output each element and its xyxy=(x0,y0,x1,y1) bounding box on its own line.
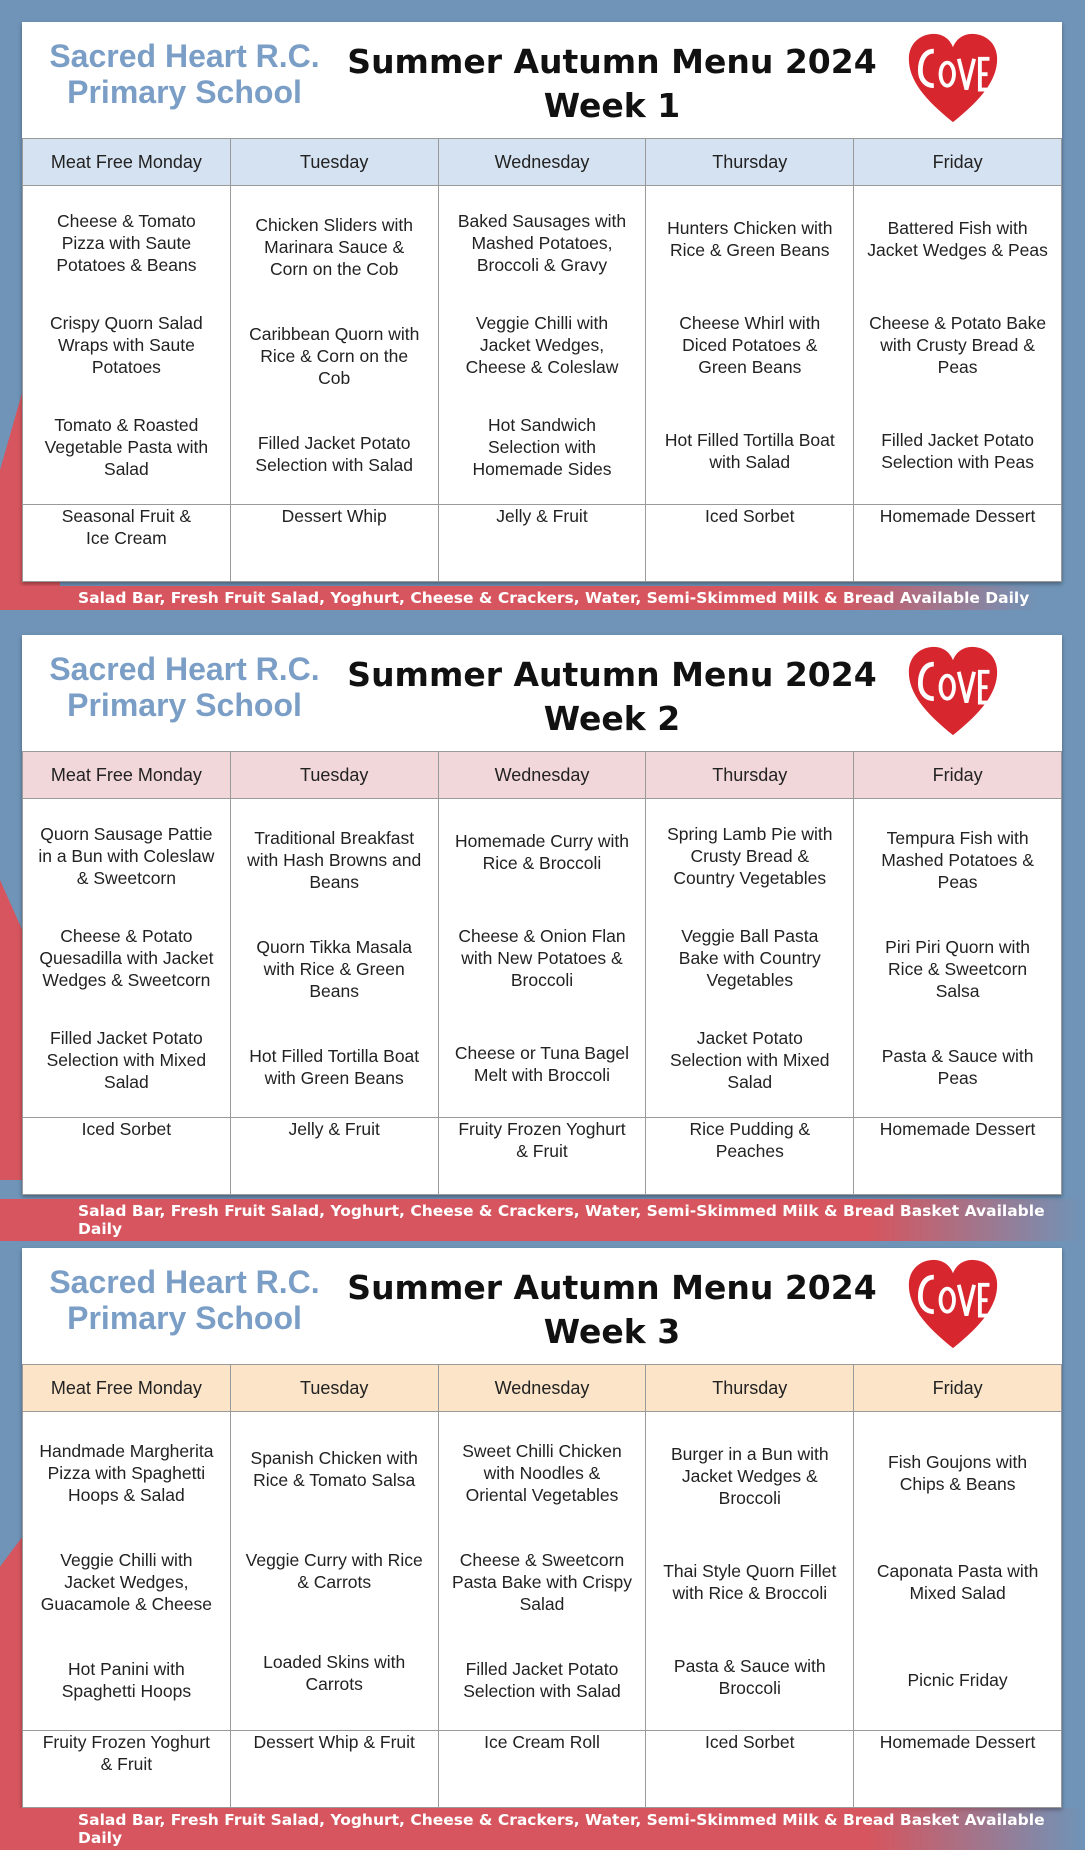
meal-option: Quorn Tikka Masala with Rice & Green Beans xyxy=(256,936,412,1001)
week-1-header xyxy=(22,22,1062,138)
day-mains-cell xyxy=(23,799,231,1118)
meal-option: Chicken Sliders with Marinara Sauce & Corn on the Cob xyxy=(255,214,413,279)
day-header: Meat Free Monday xyxy=(23,139,231,186)
school-name-line1: Sacred Heart R.C. xyxy=(49,651,320,687)
dessert-cell: Dessert Whip xyxy=(230,505,438,582)
menu-title-week: Week 2 xyxy=(543,699,681,738)
dessert-cell: Iced Sorbet xyxy=(646,1731,854,1808)
week-2-table xyxy=(22,751,1062,1195)
meal-option: Veggie Ball Pasta Bake with Country Vegetables xyxy=(678,926,821,990)
week-2-header xyxy=(22,635,1062,751)
dessert-cell: Dessert Whip & Fruit xyxy=(230,1731,438,1808)
meal-option: Veggie Chilli with Jacket Wedges, Guacamole & Cheese xyxy=(40,1549,212,1614)
daily-availability-note xyxy=(0,1199,1085,1241)
week-3-table xyxy=(22,1364,1062,1808)
meal-option: Filled Jacket Potato Selection with Salad xyxy=(255,433,413,476)
love-heart-logo-icon xyxy=(905,641,1001,741)
meal-option: Hot Filled Tortilla Boat with Salad xyxy=(664,429,835,472)
school-name-line2: Primary School xyxy=(67,687,302,723)
week-1-card xyxy=(22,22,1062,582)
meal-option: Filled Jacket Potato Selection with Salad xyxy=(463,1659,621,1702)
meal-option: Battered Fish with Jacket Wedges & Peas xyxy=(867,218,1048,261)
dessert-cell: Ice Cream Roll xyxy=(438,1731,646,1808)
meal-option: Burger in a Bun with Jacket Wedges & Broccoli xyxy=(670,1444,829,1509)
meal-option: Jacket Potato Selection with Mixed Salad xyxy=(670,1028,830,1092)
meal-option: Traditional Breakfast with Hash Browns and Beans xyxy=(247,827,422,892)
meal-option: Cheese & Tomato Pizza with Saute Potatoes & Beans xyxy=(56,211,197,275)
week-3-card xyxy=(22,1248,1062,1808)
meal-option: Baked Sausages with Mashed Potatoes, Broccoli & Gravy xyxy=(457,211,627,275)
dessert-cell: Homemade Dessert xyxy=(854,1731,1062,1808)
mains-row xyxy=(23,799,1062,1118)
school-name-line2: Primary School xyxy=(67,1300,302,1336)
meal-option: Piri Piri Quorn with Rice & Sweetcorn Salsa xyxy=(885,936,1031,1001)
week-1-menu xyxy=(22,22,1062,582)
day-header: Thursday xyxy=(646,139,854,186)
day-header: Tuesday xyxy=(230,752,438,799)
dessert-cell: Seasonal Fruit & Ice Cream xyxy=(23,505,231,582)
meal-option: Quorn Sausage Pattie in a Bun with Coleslaw & Sweetcorn xyxy=(38,824,215,888)
meal-option: Veggie Curry with Rice & Carrots xyxy=(245,1550,423,1592)
day-mains-cell xyxy=(230,799,438,1118)
meal-option: Cheese & Potato Quesadilla with Jacket Wedges & Sweetcorn xyxy=(39,926,214,990)
meal-option: Spring Lamb Pie with Crusty Bread & Country Vegetables xyxy=(667,824,833,888)
dessert-row xyxy=(23,1731,1062,1808)
day-mains-cell xyxy=(854,186,1062,505)
mains-row xyxy=(23,186,1062,505)
meal-option: Caribbean Quorn with Rice & Corn on the Cob xyxy=(249,323,420,388)
day-header: Meat Free Monday xyxy=(23,752,231,799)
school-name-line1: Sacred Heart R.C. xyxy=(49,38,320,74)
day-mains-cell xyxy=(854,799,1062,1118)
day-header: Friday xyxy=(854,1365,1062,1412)
meal-option: Cheese or Tuna Bagel Melt with Broccoli xyxy=(454,1042,630,1085)
daily-note-text: Salad Bar, Fresh Fruit Salad, Yoghurt, Cheese & Crackers, Water, Semi-Skimmed Milk & Bread Basket Available Daily xyxy=(0,1808,1085,1850)
meal-option: Hunters Chicken with Rice & Green Beans xyxy=(667,218,833,261)
week-3-menu xyxy=(22,1248,1062,1808)
menu-title xyxy=(332,653,892,741)
meal-option: Tomato & Roasted Vegetable Pasta with Salad xyxy=(44,415,209,479)
daily-note-text: Salad Bar, Fresh Fruit Salad, Yoghurt, Cheese & Crackers, Water, Semi-Skimmed Milk & Bread Basket Available Daily xyxy=(0,1199,1085,1241)
meal-option: Homemade Curry with Rice & Broccoli xyxy=(454,831,630,874)
menu-title xyxy=(332,40,892,128)
dessert-cell: Jelly & Fruit xyxy=(230,1118,438,1195)
week-3-header xyxy=(22,1248,1062,1364)
meal-option: Loaded Skins with Carrots xyxy=(263,1652,406,1694)
day-header: Friday xyxy=(854,752,1062,799)
meal-option: Hot Sandwich Selection with Homemade Sides xyxy=(472,415,612,479)
menu-title-week: Week 3 xyxy=(543,1312,681,1351)
school-name-line2: Primary School xyxy=(67,74,302,110)
day-header: Wednesday xyxy=(438,139,646,186)
meal-option: Hot Filled Tortilla Boat with Green Beans xyxy=(249,1046,420,1089)
meal-option: Picnic Friday xyxy=(907,1670,1008,1691)
meal-option: Cheese Whirl with Diced Potatoes & Green Beans xyxy=(679,312,821,377)
week-2-menu xyxy=(22,635,1062,1195)
daily-availability-note xyxy=(0,586,1085,610)
dessert-cell: Jelly & Fruit xyxy=(438,505,646,582)
meal-option: Filled Jacket Potato Selection with Mixed Salad xyxy=(46,1028,207,1092)
menu-title-week: Week 1 xyxy=(543,86,681,125)
day-mains-cell xyxy=(23,186,231,505)
dessert-cell: Fruity Frozen Yoghurt & Fruit xyxy=(23,1731,231,1808)
day-header: Tuesday xyxy=(230,1365,438,1412)
dessert-cell: Homemade Dessert xyxy=(854,1118,1062,1195)
love-heart-logo-icon xyxy=(905,28,1001,128)
menu-title xyxy=(332,1266,892,1354)
dessert-cell: Iced Sorbet xyxy=(646,505,854,582)
day-header: Thursday xyxy=(646,752,854,799)
meal-option: Hot Panini with Spaghetti Hoops xyxy=(61,1659,192,1702)
meal-option: Sweet Chilli Chicken with Noodles & Oriental Vegetables xyxy=(462,1440,622,1505)
day-mains-cell xyxy=(646,799,854,1118)
day-header-row xyxy=(23,1365,1062,1412)
meal-option: Fish Goujons with Chips & Beans xyxy=(888,1451,1028,1494)
meal-option: Caponata Pasta with Mixed Salad xyxy=(876,1560,1039,1603)
dessert-row xyxy=(23,1118,1062,1195)
meal-option: Cheese & Sweetcorn Pasta Bake with Crispy Salad xyxy=(452,1549,632,1614)
meal-option: Filled Jacket Potato Selection with Peas xyxy=(881,429,1034,472)
menu-title-line1: Summer Autumn Menu 2024 xyxy=(347,42,877,81)
dessert-cell: Rice Pudding & Peaches xyxy=(646,1118,854,1195)
day-mains-cell xyxy=(854,1412,1062,1731)
day-header: Wednesday xyxy=(438,1365,646,1412)
meal-option: Spanish Chicken with Rice & Tomato Salsa xyxy=(250,1448,418,1490)
meal-option: Cheese & Potato Bake with Crusty Bread & Peas xyxy=(869,312,1047,377)
daily-note-text: Salad Bar, Fresh Fruit Salad, Yoghurt, Cheese & Crackers, Water, Semi-Skimmed Milk & Bread Available Daily xyxy=(0,586,1039,610)
menu-title-line1: Summer Autumn Menu 2024 xyxy=(347,655,877,694)
mains-row xyxy=(23,1412,1062,1731)
day-mains-cell xyxy=(438,1412,646,1731)
school-name xyxy=(22,651,347,723)
meal-option: Pasta & Sauce with Peas xyxy=(881,1046,1034,1089)
school-name-line1: Sacred Heart R.C. xyxy=(49,1264,320,1300)
day-mains-cell xyxy=(646,186,854,505)
menu-title-line1: Summer Autumn Menu 2024 xyxy=(347,1268,877,1307)
dessert-cell: Homemade Dessert xyxy=(854,505,1062,582)
day-header: Tuesday xyxy=(230,139,438,186)
day-mains-cell xyxy=(438,186,646,505)
day-mains-cell xyxy=(230,1412,438,1731)
meal-option: Tempura Fish with Mashed Potatoes & Peas xyxy=(881,827,1034,892)
day-mains-cell xyxy=(646,1412,854,1731)
meal-option: Pasta & Sauce with Broccoli xyxy=(673,1655,826,1698)
daily-availability-note xyxy=(0,1808,1085,1850)
dessert-cell: Fruity Frozen Yoghurt & Fruit xyxy=(438,1118,646,1195)
dessert-row xyxy=(23,505,1062,582)
week-1-table xyxy=(22,138,1062,582)
meal-option: Handmade Margherita Pizza with Spaghetti Hoops & Salad xyxy=(39,1440,214,1505)
dessert-cell: Iced Sorbet xyxy=(23,1118,231,1195)
week-2-card xyxy=(22,635,1062,1195)
day-header: Friday xyxy=(854,139,1062,186)
meal-option: Veggie Chilli with Jacket Wedges, Cheese & Coleslaw xyxy=(465,313,619,377)
school-name xyxy=(22,1264,347,1336)
meal-option: Thai Style Quorn Fillet with Rice & Broccoli xyxy=(663,1560,837,1603)
meal-option: Cheese & Onion Flan with New Potatoes & Broccoli xyxy=(458,925,626,990)
school-name xyxy=(22,38,347,110)
day-mains-cell xyxy=(230,186,438,505)
day-header: Wednesday xyxy=(438,752,646,799)
love-heart-logo-icon xyxy=(905,1254,1001,1354)
day-header: Meat Free Monday xyxy=(23,1365,231,1412)
day-mains-cell xyxy=(23,1412,231,1731)
day-header: Thursday xyxy=(646,1365,854,1412)
day-header-row xyxy=(23,752,1062,799)
meal-option: Crispy Quorn Salad Wraps with Saute Potatoes xyxy=(50,313,203,377)
day-mains-cell xyxy=(438,799,646,1118)
day-header-row xyxy=(23,139,1062,186)
